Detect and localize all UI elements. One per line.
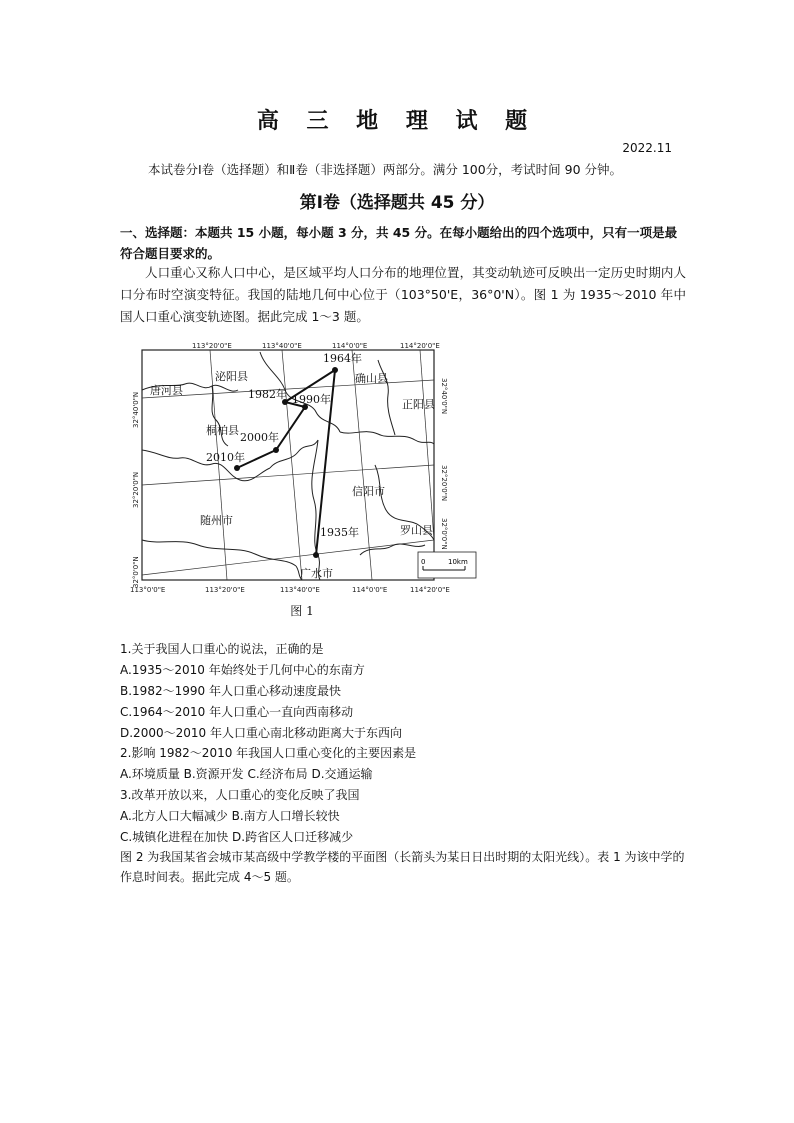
part-one-instructions: 一、选择题：本题共 15 小题，每小题 3 分，共 45 分。在每小题给出的四个选项中，只有一项是最符合题目要求的。 — [120, 225, 678, 261]
exam-intro: 本试卷分Ⅰ卷（选择题）和Ⅱ卷（非选择题）两部分。满分 100分，考试时间 90 分钟。 — [148, 162, 623, 177]
lat-label-right: 32°40'0"N — [440, 378, 448, 415]
county-label: 信阳市 — [352, 485, 385, 498]
year-label: 1982年 — [248, 388, 287, 401]
year-label: 1990年 — [292, 393, 331, 406]
question-3-stem: 3.改革开放以来，人口重心的变化反映了我国 — [120, 788, 360, 802]
scale-label: 10km — [448, 558, 468, 566]
question-2-stem: 2.影响 1982～2010 年我国人口重心变化的主要因素是 — [120, 746, 417, 760]
lon-label-top: 114°20'0"E — [400, 342, 440, 350]
year-label: 1964年 — [323, 352, 362, 365]
passage-1: 人口重心又称人口中心，是区域平均人口分布的地理位置，其变动轨迹可反映出一定历史时期内人口分布时空演变特征。我国的陆地几何中心位于（103°50'E，36°0'N）。图 1 为 1935～2010 年中国人口重心演变轨迹图。据此完成 1～3 题。 — [120, 265, 686, 324]
lon-label-bottom: 114°20'0"E — [410, 586, 450, 594]
year-label: 2010年 — [206, 451, 245, 464]
question-3-options-line1: A.北方人口大幅减少 B.南方人口增长较快 — [120, 809, 340, 823]
passage-2: 图 2 为我国某省会城市某高级中学教学楼的平面图（长箭头为某日日出时期的太阳光线）。表 1 为该中学的作息时间表。据此完成 4～5 题。 — [120, 850, 685, 884]
exam-date: 2022.11 — [622, 141, 672, 155]
question-1-stem: 1.关于我国人口重心的说法，正确的是 — [120, 642, 324, 656]
lon-label-bottom: 114°0'0"E — [352, 586, 388, 594]
figure-caption: 图 1 — [290, 604, 314, 618]
lon-label-top: 113°40'0"E — [262, 342, 302, 350]
lat-label-left: 32°20'0"N — [132, 471, 140, 508]
question-1-option-b: B.1982～1990 年人口重心移动速度最快 — [120, 684, 341, 698]
year-label: 2000年 — [240, 431, 279, 444]
lat-label-right: 32°20'0"N — [440, 465, 448, 502]
county-label: 随州市 — [200, 514, 233, 527]
lat-label-right: 32°0'0"N — [440, 518, 448, 550]
county-label: 桐柏县 — [206, 424, 239, 437]
question-3-options-line2: C.城镇化进程在加快 D.跨省区人口迁移减少 — [120, 830, 354, 844]
scale-zero: 0 — [421, 558, 426, 566]
lon-label-top: 113°20'0"E — [192, 342, 232, 350]
question-2-options: A.环境质量 B.资源开发 C.经济布局 D.交通运输 — [120, 767, 373, 781]
county-label: 正阳县 — [402, 398, 435, 411]
population-center-map — [120, 340, 485, 625]
lat-label-left: 32°0'0"N — [132, 556, 140, 588]
county-label: 唐河县 — [150, 384, 183, 397]
lat-label-left: 32°40'0"N — [132, 391, 140, 428]
question-1-option-a: A.1935～2010 年始终处于几何中心的东南方 — [120, 663, 365, 677]
section-title: 第Ⅰ卷（选择题共 45 分） — [299, 193, 495, 213]
lon-label-top: 114°0'0"E — [332, 342, 368, 350]
question-1-option-d: D.2000～2010 年人口重心南北移动距离大于东西向 — [120, 726, 402, 740]
scale-bar — [418, 552, 476, 578]
year-label: 1935年 — [320, 526, 359, 539]
county-label: 罗山县 — [400, 524, 433, 537]
page-title: 高 三 地 理 试 题 — [256, 108, 538, 134]
lon-label-bottom: 113°40'0"E — [280, 586, 320, 594]
county-label: 广水市 — [300, 567, 333, 580]
lon-label-bottom: 113°0'0"E — [130, 586, 166, 594]
question-1-option-c: C.1964～2010 年人口重心一直向西南移动 — [120, 705, 354, 719]
lon-label-bottom: 113°20'0"E — [205, 586, 245, 594]
county-label: 确山县 — [355, 372, 388, 385]
county-label: 泌阳县 — [215, 370, 248, 383]
